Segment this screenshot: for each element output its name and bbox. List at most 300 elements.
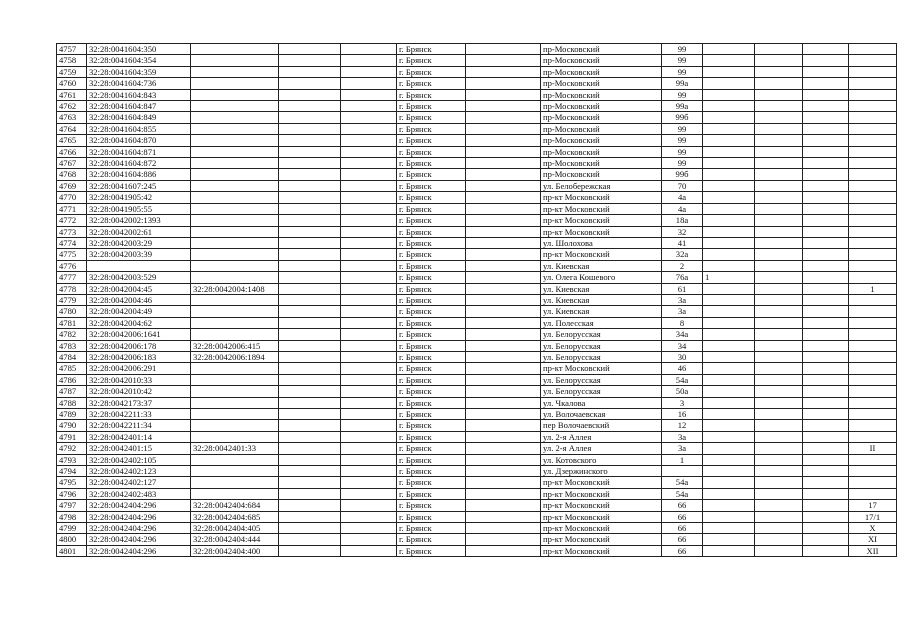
cell-col-g bbox=[466, 78, 541, 89]
cell-building bbox=[703, 192, 755, 203]
cell-col-e bbox=[341, 545, 397, 556]
cell-col-l bbox=[803, 477, 849, 488]
cell-cadastral-number: 32:28:0042004:62 bbox=[87, 317, 191, 328]
cell-sub-cadastral-number bbox=[191, 215, 279, 226]
cell-cadastral-number: 32:28:0041604:354 bbox=[87, 55, 191, 66]
cell-street: пр-кт Московский bbox=[541, 534, 662, 545]
cell-col-k bbox=[755, 272, 803, 283]
cell-col-k bbox=[755, 397, 803, 408]
cell-col-k bbox=[755, 78, 803, 89]
table-row bbox=[57, 55, 897, 66]
cell-row-number: 4768 bbox=[57, 169, 87, 180]
table-row bbox=[57, 409, 897, 420]
cell-city: г. Брянск bbox=[397, 329, 466, 340]
cell-cadastral-number: 32:28:0042003:29 bbox=[87, 237, 191, 248]
cell-col-d bbox=[279, 260, 341, 271]
cell-city: г. Брянск bbox=[397, 294, 466, 305]
cell-house-number: 99 bbox=[662, 55, 703, 66]
cell-house-number: 99 bbox=[662, 158, 703, 169]
cell-col-l bbox=[803, 397, 849, 408]
cell-house-number: 4а bbox=[662, 203, 703, 214]
cell-row-number: 4791 bbox=[57, 431, 87, 442]
cell-premises-number bbox=[849, 374, 897, 385]
cell-sub-cadastral-number bbox=[191, 466, 279, 477]
cell-cadastral-number: 32:28:0042404:296 bbox=[87, 534, 191, 545]
cell-building bbox=[703, 329, 755, 340]
table-row bbox=[57, 477, 897, 488]
table-row bbox=[57, 226, 897, 237]
cell-col-k bbox=[755, 545, 803, 556]
table-row bbox=[57, 78, 897, 89]
cell-col-l bbox=[803, 534, 849, 545]
cell-cadastral-number: 32:28:0042404:296 bbox=[87, 511, 191, 522]
cell-col-e bbox=[341, 249, 397, 260]
cell-street: пр-кт Московский bbox=[541, 545, 662, 556]
cell-col-d bbox=[279, 249, 341, 260]
cell-col-e bbox=[341, 431, 397, 442]
cell-sub-cadastral-number: 32:28:0042006:415 bbox=[191, 340, 279, 351]
cell-building bbox=[703, 511, 755, 522]
cell-col-k bbox=[755, 215, 803, 226]
cell-col-g bbox=[466, 374, 541, 385]
cell-cadastral-number: 32:28:0041604:870 bbox=[87, 135, 191, 146]
cell-col-l bbox=[803, 340, 849, 351]
table-row bbox=[57, 44, 897, 55]
cell-col-l bbox=[803, 55, 849, 66]
cell-house-number: 41 bbox=[662, 237, 703, 248]
cell-city: г. Брянск bbox=[397, 78, 466, 89]
cell-col-e bbox=[341, 409, 397, 420]
cell-sub-cadastral-number bbox=[191, 123, 279, 134]
cell-col-k bbox=[755, 192, 803, 203]
cell-premises-number bbox=[849, 146, 897, 157]
cell-row-number: 4774 bbox=[57, 237, 87, 248]
cell-row-number: 4765 bbox=[57, 135, 87, 146]
cell-col-l bbox=[803, 237, 849, 248]
cell-sub-cadastral-number: 32:28:0042404:444 bbox=[191, 534, 279, 545]
cell-row-number: 4797 bbox=[57, 500, 87, 511]
cell-city: г. Брянск bbox=[397, 123, 466, 134]
cell-col-d bbox=[279, 409, 341, 420]
cell-col-g bbox=[466, 44, 541, 55]
table-row bbox=[57, 306, 897, 317]
cell-premises-number bbox=[849, 169, 897, 180]
table-row bbox=[57, 466, 897, 477]
cell-city: г. Брянск bbox=[397, 534, 466, 545]
cell-col-e bbox=[341, 89, 397, 100]
cell-house-number: 34а bbox=[662, 329, 703, 340]
cell-sub-cadastral-number: 32:28:0042004:1408 bbox=[191, 283, 279, 294]
cell-col-e bbox=[341, 215, 397, 226]
cell-cadastral-number: 32:28:0042402:483 bbox=[87, 488, 191, 499]
table-row bbox=[57, 294, 897, 305]
cell-col-e bbox=[341, 317, 397, 328]
cell-sub-cadastral-number bbox=[191, 386, 279, 397]
cell-premises-number bbox=[849, 44, 897, 55]
cell-cadastral-number: 32:28:0042006:178 bbox=[87, 340, 191, 351]
cell-street: ул. Белорусская bbox=[541, 351, 662, 362]
cell-street: пер Волочаевский bbox=[541, 420, 662, 431]
cell-street: пр-Московский bbox=[541, 146, 662, 157]
cell-building bbox=[703, 545, 755, 556]
cell-col-e bbox=[341, 306, 397, 317]
cell-house-number: 99б bbox=[662, 112, 703, 123]
cell-house-number: 32а bbox=[662, 249, 703, 260]
cell-row-number: 4800 bbox=[57, 534, 87, 545]
cell-house-number: 32 bbox=[662, 226, 703, 237]
table-row bbox=[57, 123, 897, 134]
cell-col-k bbox=[755, 44, 803, 55]
cell-col-e bbox=[341, 101, 397, 112]
cell-cadastral-number: 32:28:0041905:55 bbox=[87, 203, 191, 214]
table-row bbox=[57, 169, 897, 180]
cell-col-k bbox=[755, 466, 803, 477]
cell-row-number: 4757 bbox=[57, 44, 87, 55]
cell-premises-number bbox=[849, 363, 897, 374]
cell-cadastral-number: 32:28:0042006:291 bbox=[87, 363, 191, 374]
cell-col-k bbox=[755, 488, 803, 499]
cell-col-g bbox=[466, 89, 541, 100]
cell-building bbox=[703, 158, 755, 169]
table-row bbox=[57, 272, 897, 283]
cell-building bbox=[703, 409, 755, 420]
cell-col-l bbox=[803, 215, 849, 226]
cell-col-k bbox=[755, 340, 803, 351]
cell-col-g bbox=[466, 66, 541, 77]
cell-sub-cadastral-number bbox=[191, 112, 279, 123]
cell-col-k bbox=[755, 374, 803, 385]
cell-street: пр-кт Московский bbox=[541, 500, 662, 511]
cell-sub-cadastral-number bbox=[191, 192, 279, 203]
cell-building bbox=[703, 55, 755, 66]
cell-cadastral-number: 32:28:0042004:45 bbox=[87, 283, 191, 294]
cell-col-e bbox=[341, 534, 397, 545]
cell-sub-cadastral-number bbox=[191, 180, 279, 191]
cell-city: г. Брянск bbox=[397, 443, 466, 454]
cell-house-number: 2 bbox=[662, 260, 703, 271]
cell-col-l bbox=[803, 192, 849, 203]
cell-sub-cadastral-number bbox=[191, 317, 279, 328]
cell-city: г. Брянск bbox=[397, 545, 466, 556]
cell-house-number: 3а bbox=[662, 306, 703, 317]
cell-city: г. Брянск bbox=[397, 272, 466, 283]
cell-house-number: 99 bbox=[662, 123, 703, 134]
cell-row-number: 4793 bbox=[57, 454, 87, 465]
cell-col-d bbox=[279, 397, 341, 408]
cell-col-k bbox=[755, 409, 803, 420]
cell-sub-cadastral-number bbox=[191, 488, 279, 499]
table-row bbox=[57, 146, 897, 157]
register-table bbox=[56, 43, 897, 557]
cell-house-number: 8 bbox=[662, 317, 703, 328]
cell-col-d bbox=[279, 351, 341, 362]
cell-col-d bbox=[279, 431, 341, 442]
cell-building bbox=[703, 340, 755, 351]
cell-col-k bbox=[755, 89, 803, 100]
table-row bbox=[57, 363, 897, 374]
cell-col-l bbox=[803, 420, 849, 431]
cell-house-number: 3а bbox=[662, 443, 703, 454]
cell-building bbox=[703, 351, 755, 362]
cell-col-g bbox=[466, 534, 541, 545]
table-row bbox=[57, 203, 897, 214]
cell-street: ул. Белорусская bbox=[541, 340, 662, 351]
cell-house-number: 99 bbox=[662, 89, 703, 100]
cell-cadastral-number: 32:28:0042404:296 bbox=[87, 523, 191, 534]
cell-col-d bbox=[279, 66, 341, 77]
cell-row-number: 4789 bbox=[57, 409, 87, 420]
cell-col-d bbox=[279, 545, 341, 556]
cell-col-g bbox=[466, 397, 541, 408]
cell-col-g bbox=[466, 146, 541, 157]
cell-sub-cadastral-number: 32:28:0042404:405 bbox=[191, 523, 279, 534]
cell-street: ул. Белорусская bbox=[541, 374, 662, 385]
cell-cadastral-number: 32:28:0041607:245 bbox=[87, 180, 191, 191]
cell-city: г. Брянск bbox=[397, 511, 466, 522]
table-body bbox=[57, 44, 897, 557]
cell-sub-cadastral-number bbox=[191, 66, 279, 77]
cell-col-k bbox=[755, 112, 803, 123]
cell-col-l bbox=[803, 363, 849, 374]
cell-cadastral-number: 32:28:0041604:855 bbox=[87, 123, 191, 134]
cell-cadastral-number: 32:28:0042010:33 bbox=[87, 374, 191, 385]
table-row bbox=[57, 420, 897, 431]
cell-row-number: 4783 bbox=[57, 340, 87, 351]
cell-house-number: 30 bbox=[662, 351, 703, 362]
cell-col-l bbox=[803, 44, 849, 55]
cell-col-k bbox=[755, 363, 803, 374]
cell-building bbox=[703, 534, 755, 545]
cell-row-number: 4795 bbox=[57, 477, 87, 488]
table-row bbox=[57, 340, 897, 351]
cell-street: пр-Московский bbox=[541, 55, 662, 66]
table-row bbox=[57, 443, 897, 454]
cell-col-l bbox=[803, 260, 849, 271]
cell-col-e bbox=[341, 488, 397, 499]
cell-col-d bbox=[279, 374, 341, 385]
cell-row-number: 4767 bbox=[57, 158, 87, 169]
cell-street: пр-кт Московский bbox=[541, 226, 662, 237]
cell-col-d bbox=[279, 101, 341, 112]
cell-building bbox=[703, 477, 755, 488]
cell-col-d bbox=[279, 272, 341, 283]
cell-premises-number: 17/1 bbox=[849, 511, 897, 522]
cell-col-d bbox=[279, 386, 341, 397]
cell-house-number: 76а bbox=[662, 272, 703, 283]
cell-col-l bbox=[803, 146, 849, 157]
cell-col-e bbox=[341, 135, 397, 146]
cell-building: 1 bbox=[703, 272, 755, 283]
cell-street: пр-кт Московский bbox=[541, 192, 662, 203]
cell-premises-number bbox=[849, 477, 897, 488]
cell-col-k bbox=[755, 294, 803, 305]
cell-col-k bbox=[755, 249, 803, 260]
cell-row-number: 4758 bbox=[57, 55, 87, 66]
cell-row-number: 4763 bbox=[57, 112, 87, 123]
cell-premises-number bbox=[849, 409, 897, 420]
cell-col-l bbox=[803, 135, 849, 146]
cell-col-e bbox=[341, 329, 397, 340]
cell-col-d bbox=[279, 511, 341, 522]
cell-city: г. Брянск bbox=[397, 500, 466, 511]
cell-street: ул. Белорусская bbox=[541, 329, 662, 340]
cell-premises-number bbox=[849, 329, 897, 340]
cell-premises-number bbox=[849, 89, 897, 100]
cell-col-d bbox=[279, 135, 341, 146]
cell-city: г. Брянск bbox=[397, 101, 466, 112]
cell-sub-cadastral-number bbox=[191, 89, 279, 100]
cell-building bbox=[703, 203, 755, 214]
cell-sub-cadastral-number bbox=[191, 420, 279, 431]
cell-col-k bbox=[755, 523, 803, 534]
cell-col-d bbox=[279, 169, 341, 180]
cell-col-e bbox=[341, 203, 397, 214]
cell-col-d bbox=[279, 340, 341, 351]
cell-col-g bbox=[466, 329, 541, 340]
cell-sub-cadastral-number bbox=[191, 101, 279, 112]
cell-col-g bbox=[466, 488, 541, 499]
cell-col-l bbox=[803, 226, 849, 237]
cell-sub-cadastral-number bbox=[191, 158, 279, 169]
cell-col-l bbox=[803, 488, 849, 499]
cell-col-k bbox=[755, 534, 803, 545]
cell-sub-cadastral-number bbox=[191, 306, 279, 317]
cell-cadastral-number: 32:28:0041604:350 bbox=[87, 44, 191, 55]
cell-col-e bbox=[341, 55, 397, 66]
cell-street: пр-Московский bbox=[541, 112, 662, 123]
cell-row-number: 4792 bbox=[57, 443, 87, 454]
cell-col-l bbox=[803, 123, 849, 134]
cell-city: г. Брянск bbox=[397, 351, 466, 362]
cell-premises-number bbox=[849, 306, 897, 317]
cell-sub-cadastral-number bbox=[191, 135, 279, 146]
cell-building bbox=[703, 294, 755, 305]
cell-street: ул. 2-я Аллея bbox=[541, 443, 662, 454]
cell-col-k bbox=[755, 158, 803, 169]
cell-col-k bbox=[755, 135, 803, 146]
cell-col-g bbox=[466, 272, 541, 283]
cell-building bbox=[703, 283, 755, 294]
cell-sub-cadastral-number bbox=[191, 431, 279, 442]
cell-row-number: 4764 bbox=[57, 123, 87, 134]
cell-premises-number bbox=[849, 272, 897, 283]
cell-street: ул. Киевская bbox=[541, 283, 662, 294]
cell-col-l bbox=[803, 272, 849, 283]
cell-col-e bbox=[341, 397, 397, 408]
cell-cadastral-number: 32:28:0042211:34 bbox=[87, 420, 191, 431]
cell-col-l bbox=[803, 101, 849, 112]
cell-row-number: 4790 bbox=[57, 420, 87, 431]
cell-building bbox=[703, 260, 755, 271]
cell-col-e bbox=[341, 44, 397, 55]
cell-street: ул. Чкалова bbox=[541, 397, 662, 408]
cell-col-e bbox=[341, 158, 397, 169]
cell-house-number: 99 bbox=[662, 66, 703, 77]
cell-row-number: 4778 bbox=[57, 283, 87, 294]
cell-col-d bbox=[279, 306, 341, 317]
cell-col-g bbox=[466, 466, 541, 477]
cell-sub-cadastral-number bbox=[191, 363, 279, 374]
cell-sub-cadastral-number bbox=[191, 454, 279, 465]
cell-col-k bbox=[755, 203, 803, 214]
cell-street: пр-кт Московский bbox=[541, 477, 662, 488]
cell-sub-cadastral-number bbox=[191, 477, 279, 488]
cell-cadastral-number: 32:28:0042006:1641 bbox=[87, 329, 191, 340]
cell-col-l bbox=[803, 66, 849, 77]
table-row bbox=[57, 386, 897, 397]
cell-row-number: 4787 bbox=[57, 386, 87, 397]
cell-cadastral-number: 32:28:0041604:736 bbox=[87, 78, 191, 89]
cell-col-e bbox=[341, 66, 397, 77]
cell-col-g bbox=[466, 169, 541, 180]
cell-sub-cadastral-number: 32:28:0042404:400 bbox=[191, 545, 279, 556]
cell-street: пр-Московский bbox=[541, 123, 662, 134]
cell-street: пр-кт Московский bbox=[541, 523, 662, 534]
cell-building bbox=[703, 146, 755, 157]
cell-col-k bbox=[755, 420, 803, 431]
cell-col-d bbox=[279, 534, 341, 545]
cell-col-k bbox=[755, 443, 803, 454]
cell-col-e bbox=[341, 363, 397, 374]
table-row bbox=[57, 431, 897, 442]
cell-col-e bbox=[341, 500, 397, 511]
cell-col-k bbox=[755, 169, 803, 180]
cell-row-number: 4786 bbox=[57, 374, 87, 385]
cell-building bbox=[703, 123, 755, 134]
cell-col-l bbox=[803, 351, 849, 362]
cell-col-d bbox=[279, 146, 341, 157]
cell-col-l bbox=[803, 466, 849, 477]
cell-premises-number bbox=[849, 112, 897, 123]
cell-house-number: 3 bbox=[662, 397, 703, 408]
cell-street: пр-Московский bbox=[541, 135, 662, 146]
cell-city: г. Брянск bbox=[397, 409, 466, 420]
cell-col-e bbox=[341, 226, 397, 237]
cell-building bbox=[703, 215, 755, 226]
cell-cadastral-number bbox=[87, 260, 191, 271]
cell-premises-number bbox=[849, 420, 897, 431]
cell-row-number: 4784 bbox=[57, 351, 87, 362]
cell-col-g bbox=[466, 55, 541, 66]
cell-col-l bbox=[803, 431, 849, 442]
cell-house-number: 66 bbox=[662, 534, 703, 545]
table-row bbox=[57, 397, 897, 408]
cell-col-g bbox=[466, 454, 541, 465]
cell-col-g bbox=[466, 500, 541, 511]
cell-house-number bbox=[662, 466, 703, 477]
cell-city: г. Брянск bbox=[397, 44, 466, 55]
cell-building bbox=[703, 66, 755, 77]
cell-city: г. Брянск bbox=[397, 112, 466, 123]
cell-col-d bbox=[279, 488, 341, 499]
cell-row-number: 4794 bbox=[57, 466, 87, 477]
cell-premises-number: II bbox=[849, 443, 897, 454]
cell-col-e bbox=[341, 180, 397, 191]
cell-street: пр-Московский bbox=[541, 78, 662, 89]
table-row bbox=[57, 66, 897, 77]
cell-city: г. Брянск bbox=[397, 374, 466, 385]
cell-row-number: 4770 bbox=[57, 192, 87, 203]
cell-premises-number: 17 bbox=[849, 500, 897, 511]
cell-city: г. Брянск bbox=[397, 283, 466, 294]
cell-col-g bbox=[466, 443, 541, 454]
cell-col-g bbox=[466, 260, 541, 271]
cell-building bbox=[703, 317, 755, 328]
cell-col-k bbox=[755, 477, 803, 488]
cell-col-g bbox=[466, 203, 541, 214]
cell-sub-cadastral-number bbox=[191, 260, 279, 271]
cell-city: г. Брянск bbox=[397, 397, 466, 408]
